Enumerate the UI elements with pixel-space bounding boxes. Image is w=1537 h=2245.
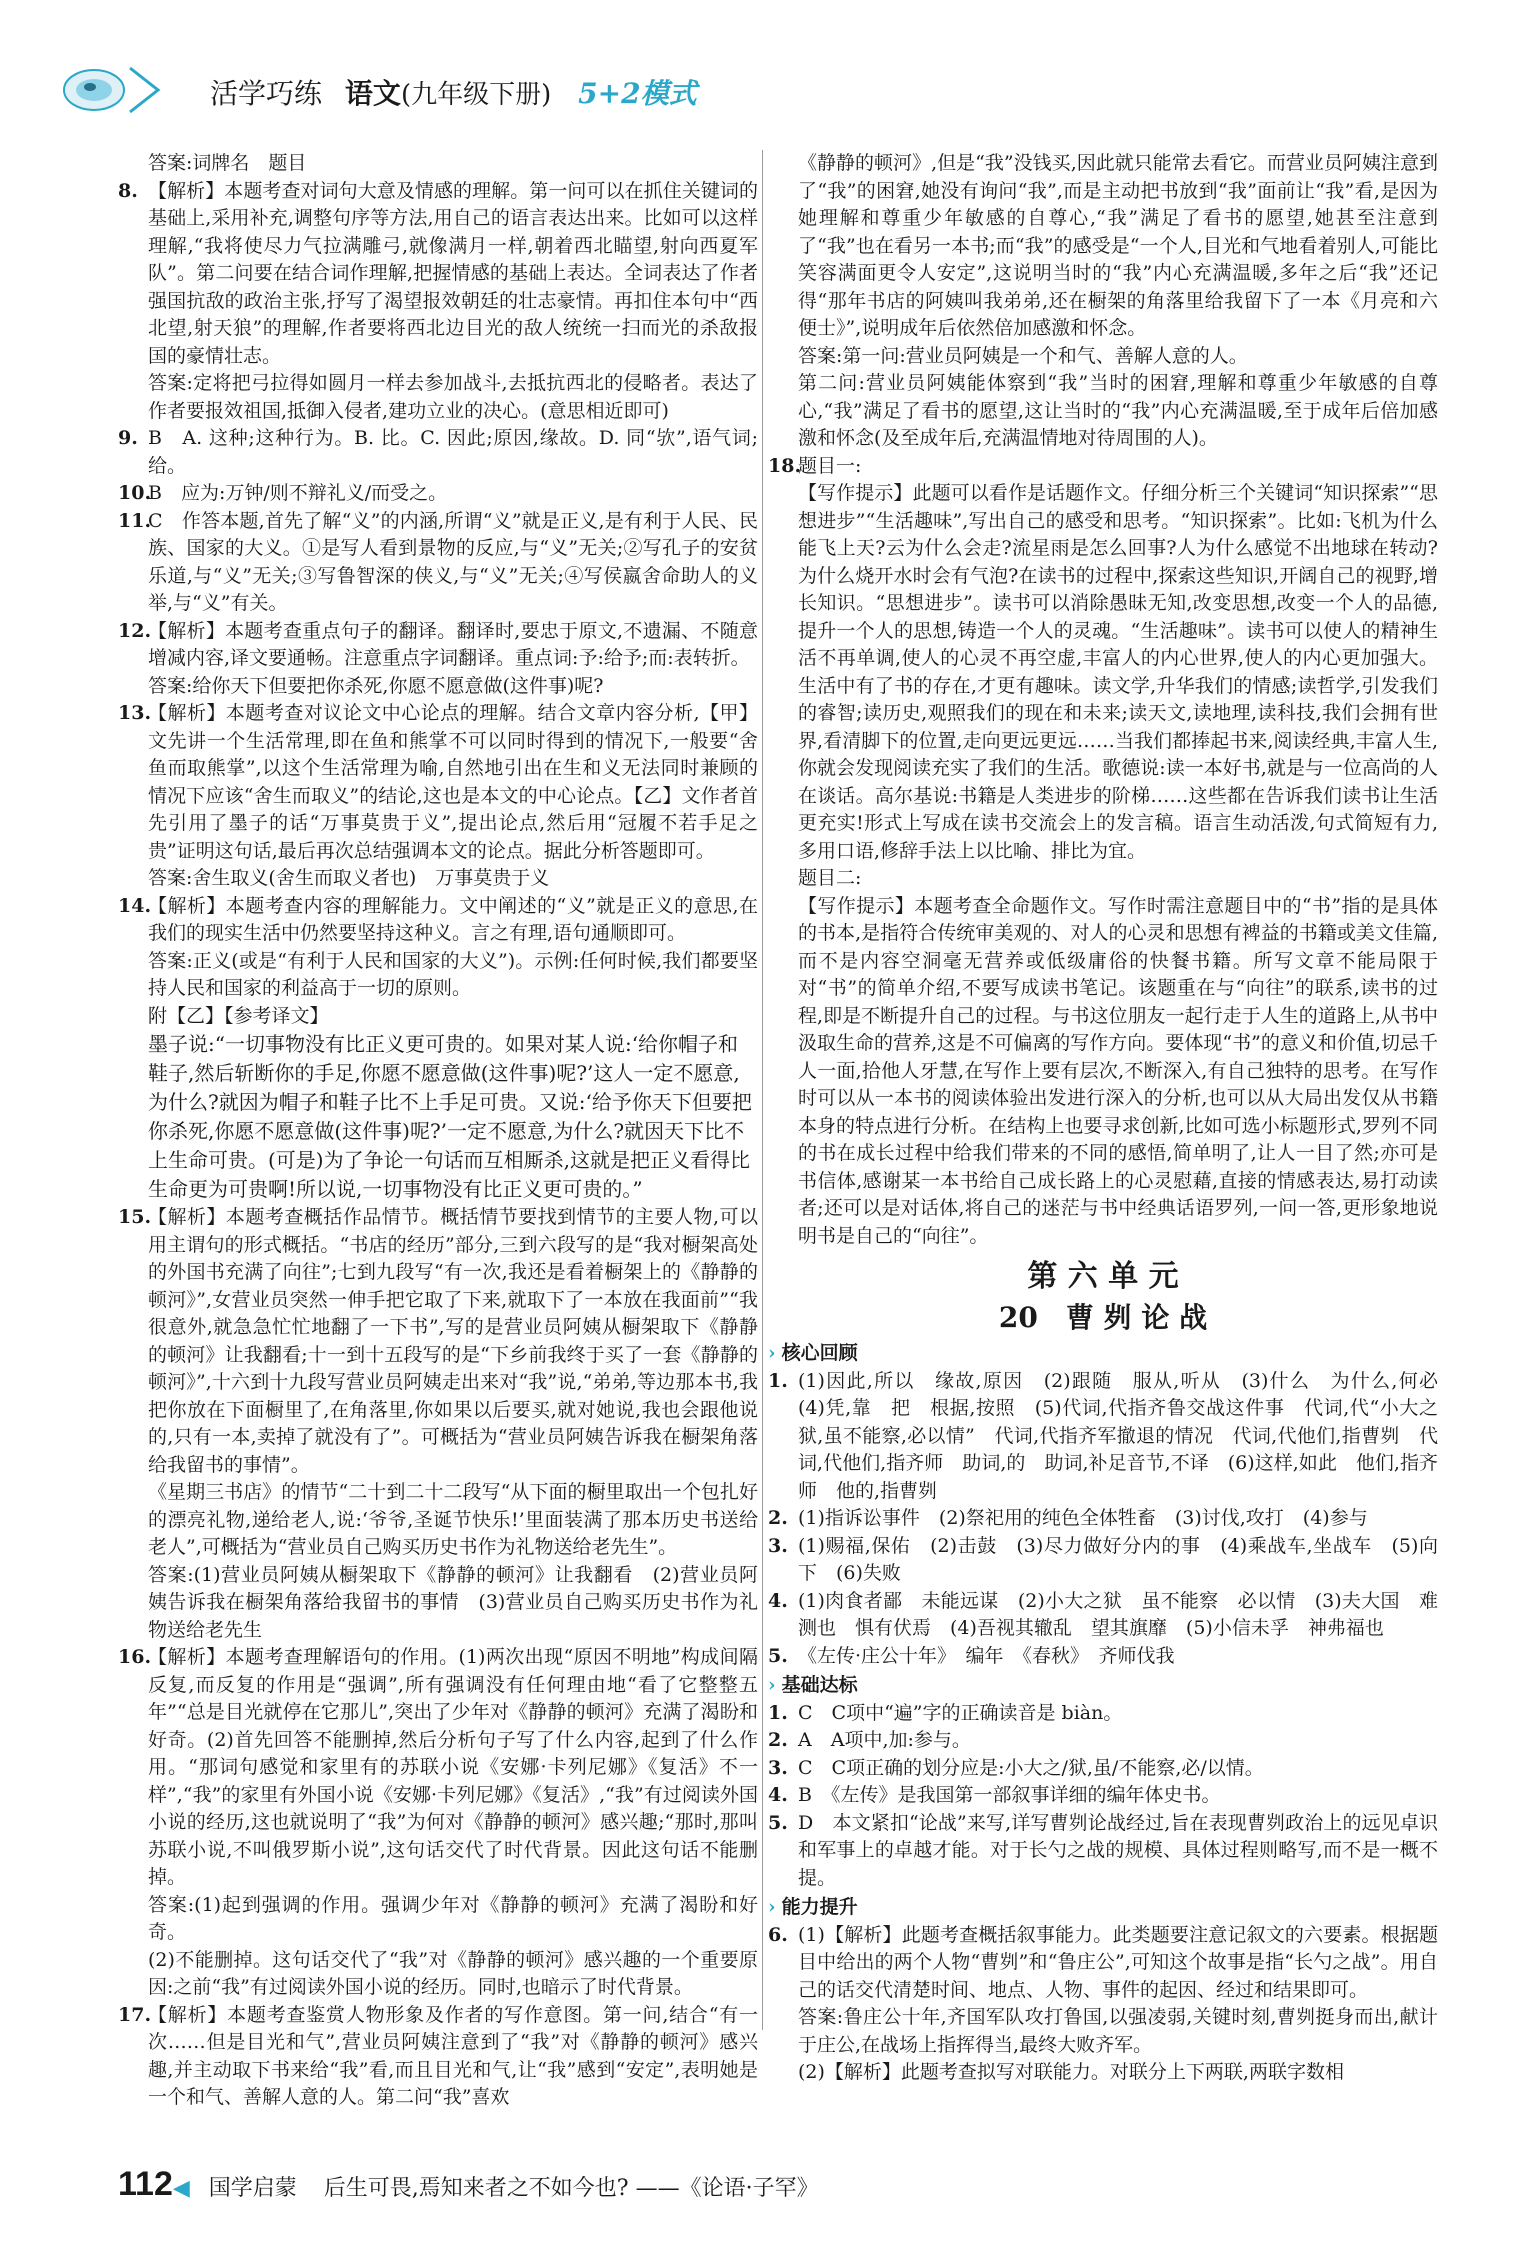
item-text: 【解析】本题考查重点句子的翻译。翻译时,要忠于原文,不遗漏、不随意增减内容,译文要通畅。注意重点字词翻译。重点词:予:给予;而:表转折。 xyxy=(148,619,758,669)
answer-item xyxy=(768,1782,1438,1810)
footer-label: 国学启蒙 xyxy=(208,2176,297,2201)
answer-paragraph: 答案:正义(或是“有利于人民和国家的大义”)。示例:任何时候,我们都要坚持人民和国家的利益高于一切的原则。 xyxy=(148,949,758,999)
footer-quote: 后生可畏,焉知来者之不如今也? xyxy=(323,2176,629,2201)
answer-item xyxy=(768,1700,1438,1728)
answer-paragraph: 【写作提示】本题考查全命题作文。写作时需注意题目中的“书”指的是具体的书本,是指符合传统审美观的、对人的心灵和思想有裨益的书籍或美文佳篇,而不是内容空洞毫无营养或低级庸俗的快餐书籍。所写文章不能局限于对“书”的简单介绍,不要写成读书笔记。该题重在与“向往”的联系,读书的过程,即是不断提升自己的过程。与书这位朋友一起行走于人生的道路上,从书中汲取生命的营养,这是不可偏离的写作方向。要体现“书”的意义和价值,切忌千人一面,拾他人牙慧,在写作上要有层次,不断深入,有自己独特的思考。在写作时可以从一本书的阅读体验出发进行深入的分析,也可以从大局出发仅从书籍本身的特点进行分析。在结构上也要寻求创新,比如可选小标题形式,罗列不同的书在成长过程中给我们带来的不同的感悟,简单明了,让人一目了然;亦可是书信体,感谢某一本书给自己成长路上的心灵慰藉,直接的情感表达,易打动读者;还可以是对话体,将自己的迷茫与书中经典话语罗列,一问一答,更形象地说明书是自己的“向往”。 xyxy=(798,894,1438,1247)
item-number: 18. xyxy=(768,454,802,477)
answer-paragraph: 答案:(1)起到强调的作用。强调少年对《静静的顿河》充满了渴盼和好奇。 xyxy=(148,1893,758,1943)
answer-paragraph: 第二问:营业员阿姨能体察到“我”当时的困窘,理解和尊重少年敏感的自尊心,“我”满足了看书的愿望,这让当时的“我”内心充满温暖,至于成年后倍加感激和怀念(及至成年后,充满温情地对待周围的人)。 xyxy=(798,372,1438,449)
item-number: 13. xyxy=(118,702,152,724)
item-text: 【解析】本题考查理解语句的作用。(1)两次出现“原因不明地”构成间隔反复,而反复的作用是“强调”,所有强调没有任何理由地“看了它整整五年”“总是目光就停在它那儿”,突出了少年对《静静的顿河》充满了渴盼和好奇。(2)首先回答不能删掉,然后分析句子写了什么内容,起到了什么作用。“那词句感觉和家里有的苏联小说《安娜·卡列尼娜》《复活》不一样”,“我”的家里有外国小说《安娜·卡列尼娜》《复活》,“我”有过阅读外国小说的经历,这也就说明了“我”为何对《静静的顿河》感兴趣;“那时,那叫苏联小说,不叫俄罗斯小说”,这句话交代了时代背景。因此这句话不能删掉。 xyxy=(148,1646,758,1888)
answer-item xyxy=(118,425,758,480)
answer-item xyxy=(118,2002,758,2112)
item-text: (1)因此,所以 缘故,原因 (2)跟随 服从,听从 (3)什么 为什么,何必 (4)凭,靠 把 根据,按照 (5)代词,代指齐鲁交战这件事 代词,代“小大之狱,虽不能察,必以情” 代词,代指齐军撤退的情况 代词,代他们,指曹刿 代词,代他们,指齐师 助词,的 助词,补足音节,不译 (6)这样,如此 他们,指齐师 他的,指曹刿 xyxy=(798,1369,1458,1502)
section-label: 核心回顾 xyxy=(781,1342,858,1364)
section-heading xyxy=(768,1340,1438,1368)
item-text: C C项中“遍”字的正确读音是 biàn。 xyxy=(798,1701,1123,1724)
item-number: 2. xyxy=(768,1729,788,1751)
item-text: C 作答本题,首先了解“义”的内涵,所谓“义”就是正义,是有利于人民、民族、国家的大义。①是写人看到景物的反应,与“义”无关;②写孔子的安贫乐道,与“义”无关;③写鲁智深的侠义,与“义”无关;④写侯嬴舍命助人的义举,与“义”有关。 xyxy=(148,509,758,614)
subject: 语文 xyxy=(344,77,401,110)
item-number: 4. xyxy=(768,1589,788,1612)
lesson-title: 20 曹 刿 论 战 xyxy=(998,1301,1208,1334)
answer-item xyxy=(118,700,758,865)
answer-paragraph: 答案:鲁庄公十年,齐国军队攻打鲁国,以强凌弱,关键时刻,曹刿挺身而出,献计于庄公,在战场上指挥得当,最终大败齐军。 xyxy=(798,2006,1438,2056)
item-number: 17. xyxy=(118,2003,152,2026)
answer-paragraph: 答案:第一问:营业员阿姨是一个和气、善解人意的人。 xyxy=(798,344,1248,367)
item-number: 1. xyxy=(768,1701,788,1724)
answer-item xyxy=(768,1588,1438,1643)
footer-source: ——《论语·子罕》 xyxy=(635,2176,819,2201)
logo xyxy=(60,60,180,120)
item-number: 2. xyxy=(768,1507,788,1529)
section-label: 基础达标 xyxy=(781,1674,858,1696)
answer-paragraph: (2)【解析】此题考查拟写对联能力。对联分上下两联,两联字数相 xyxy=(798,2061,1344,2083)
column-divider xyxy=(762,150,763,2030)
item-text: 《左传·庄公十年》 编年 《春秋》 齐师伐我 xyxy=(798,1644,1175,1667)
item-text: 题目一: xyxy=(798,454,862,477)
page-footer xyxy=(118,2165,1418,2205)
answer-item xyxy=(768,1643,1438,1671)
chevron-right-icon: › xyxy=(768,1342,776,1364)
item-number: 8. xyxy=(118,179,138,202)
item-text: D 本文紧扣“论战”来写,详写曹刿论战经过,旨在表现曹刿政治上的远见卓识和军事上的卓越才能。对于长勺之战的规模、具体过程则略写,而不是一概不提。 xyxy=(798,1811,1438,1889)
item-text: 【解析】本题考查鉴赏人物形象及作者的写作意图。第一问,结合“有一次……但是目光和气”,营业员阿姨注意到了“我”对《静静的顿河》感兴趣,并主动取下书来给“我”看,而且目光和气,让“我”感到“安定”,表明她是一个和气、善解人意的人。第二问“我”喜欢 xyxy=(148,2003,758,2108)
item-text: (1)肉食者鄙 未能远谋 (2)小大之狱 虽不能察 必以情 (3)夫大国 难测也 惧有伏焉 (4)吾视其辙乱 望其旗靡 (5)小信未孚 神弗福也 xyxy=(798,1589,1438,1639)
item-number: 15. xyxy=(118,1206,152,1228)
right-column xyxy=(768,150,1458,2087)
answer-paragraph: 答案:给你天下但要把你杀死,你愿不愿意做(这件事)呢? xyxy=(148,674,604,697)
item-number: 9. xyxy=(118,427,138,449)
grade: (九年级下册) xyxy=(400,80,552,110)
translation-text: 墨子说:“一切事物没有比正义更可贵的。如果对某人说:‘给你帽子和鞋子,然后斩断你的手足,你愿不愿意做(这件事)呢?’这人一定不愿意,为什么?就因为帽子和鞋子比不上手足可贵。又说:‘给予你天下但要把你杀死,你愿不愿意做(这件事)呢?’一定不愿意,为什么?就因天下比不上生命可贵。(可是)为了争论一句话而互相厮杀,这就是把正义看得比生命更为可贵啊!所以说,一切事物没有比正义更可贵的。” xyxy=(148,1032,752,1201)
item-number: 3. xyxy=(768,1534,788,1557)
unit-title: 第 六 单 元 xyxy=(1027,1259,1179,1294)
item-number: 14. xyxy=(118,894,152,917)
triangle-icon: ◀ xyxy=(172,2176,190,2201)
answer-paragraph: 题目二: xyxy=(798,867,862,889)
item-text: A A项中,加:参与。 xyxy=(798,1729,971,1751)
item-number: 5. xyxy=(768,1644,788,1667)
answer-paragraph: 答案:(1)营业员阿姨从橱架取下《静静的顿河》让我翻看 (2)营业员阿姨告诉我在橱架角落给我留书的事情 (3)营业员自己购买历史书作为礼物送给老先生 xyxy=(148,1563,758,1641)
answer-item xyxy=(118,178,758,371)
answer-paragraph: 答案:定将把弓拉得如圆月一样去参加战斗,去抵抗西北的侵略者。表达了作者要报效祖国,抵御入侵者,建功立业的决心。(意思相近即可) xyxy=(148,372,758,422)
section-heading xyxy=(768,1894,1438,1922)
item-number: 10. xyxy=(118,482,152,504)
item-number: 16. xyxy=(118,1646,152,1668)
item-number: 3. xyxy=(768,1756,788,1779)
answer-item xyxy=(768,1922,1438,2005)
item-number: 5. xyxy=(768,1811,788,1834)
item-text: 【解析】本题考查概括作品情节。概括情节要找到情节的主要人物,可以用主谓句的形式概括。“书店的经历”部分,三到六段写的是“我对橱架高处的外国书充满了向往”;七到九段写“有一次,我还是看着橱架上的《静静的顿河》”,女营业员突然一伸手把它取了下来,就取下了一本放在我面前”“我很意外,就急急忙忙地翻了一下书”,写的是营业员阿姨从橱架取下《静静的顿河》让我翻看;十一到十五段写的是“下乡前我终于买了一套《静静的顿河》”,十六到十九段写营业员阿姨走出来对“我”说,“弟弟,等边那本书,我把你放在下面橱里了,在角落里,你如果以后要买,就对她说,我也会跟他说的,只有一本,卖掉了就没有了”。可概括为“营业员阿姨告诉我在橱架角落给我留书的事情”。 xyxy=(148,1206,758,1476)
item-text: B 《左传》是我国第一部叙事详细的编年体史书。 xyxy=(798,1784,1221,1806)
item-text: 【解析】本题考查对议论文中心论点的理解。结合文章内容分析,【甲】文先讲一个生活常理,即在鱼和熊掌不可以同时得到的情况下,一般要“舍鱼而取熊掌”,以这个生活常理为喻,自然地引出在生和义无法同时兼顾的情况下应该“舍生而取义”的结论,这也是本文的中心论点。【乙】文作者首先引用了墨子的话“万事莫贵于义”,提出论点,然后用“冠履不若手足之贵”证明这句话,最后再次总结强调本文的论点。据此分析答题即可。 xyxy=(148,702,758,862)
mode-badge: 5+2模式 xyxy=(578,77,697,110)
answer-item xyxy=(768,1505,1438,1533)
item-number: 12. xyxy=(118,619,152,642)
chevron-right-icon: › xyxy=(768,1896,776,1918)
item-text: 【解析】本题考查内容的理解能力。文中阐述的“义”就是正义的意思,在我们的现实生活中仍然要坚持这种义。言之有理,语句通顺即可。 xyxy=(148,894,758,944)
item-text: (1)【解析】此题考查概括叙事能力。此类题要注意记叙文的六要素。根据题目中给出的两个人物“曹刿”和“鲁庄公”,可知这个故事是指“长勺之战”。用自己的话交代清楚时间、地点、人物、事件的起因、经过和结果即可。 xyxy=(798,1923,1438,2001)
answer-item xyxy=(768,1368,1458,1506)
page-header xyxy=(60,60,1480,130)
chevron-right-icon: › xyxy=(768,1674,776,1696)
item-number: 4. xyxy=(768,1784,788,1806)
answer-item xyxy=(118,1644,758,1892)
answer-item xyxy=(768,453,1438,481)
item-text: 【解析】本题考查对词句大意及情感的理解。第一问可以在抓住关键词的基础上,采用补充,调整句序等方法,用自己的语言表达出来。比如可以这样理解,“我将使尽力气拉满雕弓,就像满月一样,朝着西北瞄望,射向西夏军队”。第二问要在结合词作理解,把握情感的基础上表达。全词表达了作者强国抗敌的政治主张,抒写了渴望报效朝廷的壮志豪情。再扣住本句中“西北望,射天狼”的理解,作者要将西北边目光的敌人统统一扫而光的杀敌报国的豪情壮志。 xyxy=(148,179,758,367)
answer-paragraph: 答案:舍生取义(舍生而取义者也) 万事莫贵于义 xyxy=(148,867,550,889)
item-text: (1)指诉讼事件 (2)祭祀用的纯色全体牲畜 (3)讨伐,攻打 (4)参与 xyxy=(798,1507,1368,1529)
answer-paragraph: 答案:词牌名 题目 xyxy=(148,152,307,174)
answer-item xyxy=(118,480,758,508)
brand: 活学巧练 xyxy=(210,77,323,110)
answer-item xyxy=(768,1533,1438,1588)
item-text: B 应为:万钟/则不辩礼义/而受之。 xyxy=(148,482,448,504)
answer-item xyxy=(118,893,758,948)
header-title xyxy=(210,72,697,112)
answer-paragraph: (2)不能删掉。这句话交代了“我”对《静静的顿河》感兴趣的一个重要原因:之前“我”有过阅读外国小说的经历。同时,也暗示了时代背景。 xyxy=(148,1948,758,1998)
item-text: (1)赐福,保佑 (2)击鼓 (3)尽力做好分内的事 (4)乘战车,坐战车 (5)向下 (6)失败 xyxy=(798,1534,1438,1584)
page-number: 112 xyxy=(118,2165,173,2203)
section-heading xyxy=(768,1672,1438,1700)
left-column xyxy=(118,150,758,2112)
section-label: 能力提升 xyxy=(781,1896,858,1918)
answer-item xyxy=(118,508,758,618)
answer-item xyxy=(768,1755,1438,1783)
item-number: 1. xyxy=(768,1369,788,1392)
item-text: B A. 这种;这种行为。B. 比。C. 因此;原因,缘故。D. 同“欤”,语气词;给。 xyxy=(148,427,758,477)
answer-paragraph: 《星期三书店》的情节“二十到二十二段写“从下面的橱里取出一个包扎好的漂亮礼物,递给老人,说:‘爷爷,圣诞节快乐!’里面装满了那本历史书送给老人”,可概括为“营业员自己购买历史书作为礼物送给老先生”。 xyxy=(148,1481,758,1558)
answer-item xyxy=(118,618,758,673)
item-number: 6. xyxy=(768,1923,788,1946)
answer-item xyxy=(768,1727,1438,1755)
answer-paragraph: 【写作提示】此题可以看作是话题作文。仔细分析三个关键词“知识探索”“思想进步”“生活趣味”,写出自己的感受和思考。“知识探索”。比如:飞机为什么能飞上天?云为什么会走?流星雨是怎么回事?人为什么感觉不出地球在转动?为什么烧开水时会有气泡?在读书的过程中,探索这些知识,开阔自己的视野,增长知识。“思想进步”。读书可以消除愚昧无知,改变思想,改变一个人的品德,提升一个人的思想,铸造一个人的灵魂。“生活趣味”。读书可以使人的精神生活不再单调,使人的心灵不再空虚,丰富人的内心世界,使人的内心更加强大。生活中有了书的存在,才更有趣味。读文学,升华我们的情感;读哲学,引发我们的睿智;读历史,观照我们的现在和未来;读天文,读地理,读科技,我们会拥有世界,看清脚下的位置,走向更远更远……当我们都捧起书来,阅读经典,丰富人生,你就会发现阅读充实了我们的生活。歌德说:读一本好书,就是与一位高尚的人在谈话。高尔基说:书籍是人类进步的阶梯……这些都在告诉我们读书让生活更充实!形式上写成在读书交流会上的发言稿。语言生动活泼,句式简短有力,多用口语,修辞手法上以比喻、排比为宜。 xyxy=(798,482,1438,862)
answer-item xyxy=(768,1810,1438,1893)
answer-paragraph: 《静静的顿河》,但是“我”没钱买,因此就只能常去看它。而营业员阿姨注意到了“我”的困窘,她没有询问“我”,而是主动把书放到“我”面前让“我”看,是因为她理解和尊重少年敏感的自尊心,“我”满足了看书的愿望,她甚至注意到了“我”也在看另一本书;而“我”的感受是“一个人,目光和气地看着别人,可能比笑容满面更令人安定”,这说明当时的“我”内心充满温暖,多年之后“我”还记得“那年书店的阿姨叫我弟弟,还在橱架的角落里给我留下了一本《月亮和六便士》”,说明成年后依然倍加感激和怀念。 xyxy=(798,152,1438,339)
answer-paragraph: 附【乙】【参考译文】 xyxy=(148,1004,329,1027)
item-text: C C项正确的划分应是:小大之/狱,虽/不能察,必/以情。 xyxy=(798,1756,1264,1779)
answer-item xyxy=(118,1204,758,1479)
item-number: 11. xyxy=(118,509,152,532)
